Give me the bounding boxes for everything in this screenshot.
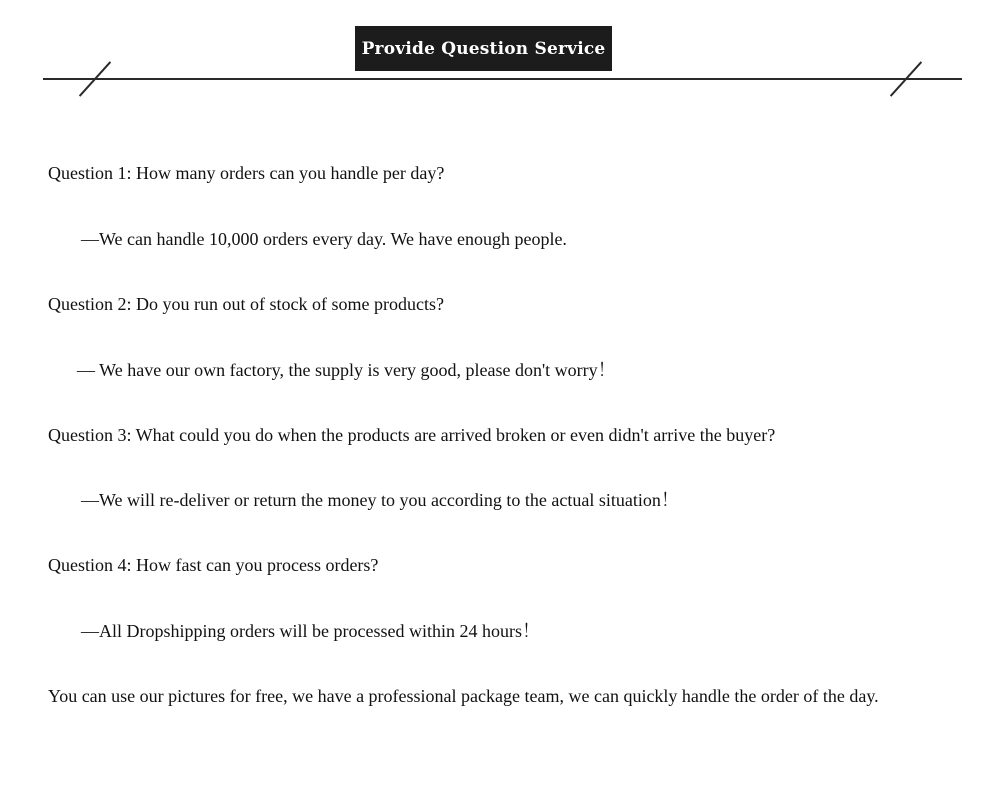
faq-question-4: Question 4: How fast can you process orders?	[48, 555, 379, 575]
faq-answer-1: —We can handle 10,000 orders every day. We have enough people.	[81, 229, 567, 249]
faq-question-2: Question 2: Do you run out of stock of some products?	[48, 294, 444, 314]
page-title: Provide Question Service	[361, 38, 606, 59]
footer-note: You can use our pictures for free, we have a professional package team, we can quickly handle the order of the day.	[48, 686, 879, 706]
faq-question-3: Question 3: What could you do when the products are arrived broken or even didn't arrive the buyer?	[48, 425, 776, 445]
faq-question-1: Question 1: How many orders can you handle per day?	[48, 163, 445, 183]
title-banner	[355, 26, 612, 71]
faq-answer-2: — We have our own factory, the supply is very good, please don't worry！	[77, 360, 616, 380]
faq-answer-4: —All Dropshipping orders will be processed within 24 hours！	[81, 621, 540, 641]
faq-answer-3: —We will re-deliver or return the money to you according to the actual situation！	[81, 490, 679, 510]
header-divider	[43, 78, 962, 80]
